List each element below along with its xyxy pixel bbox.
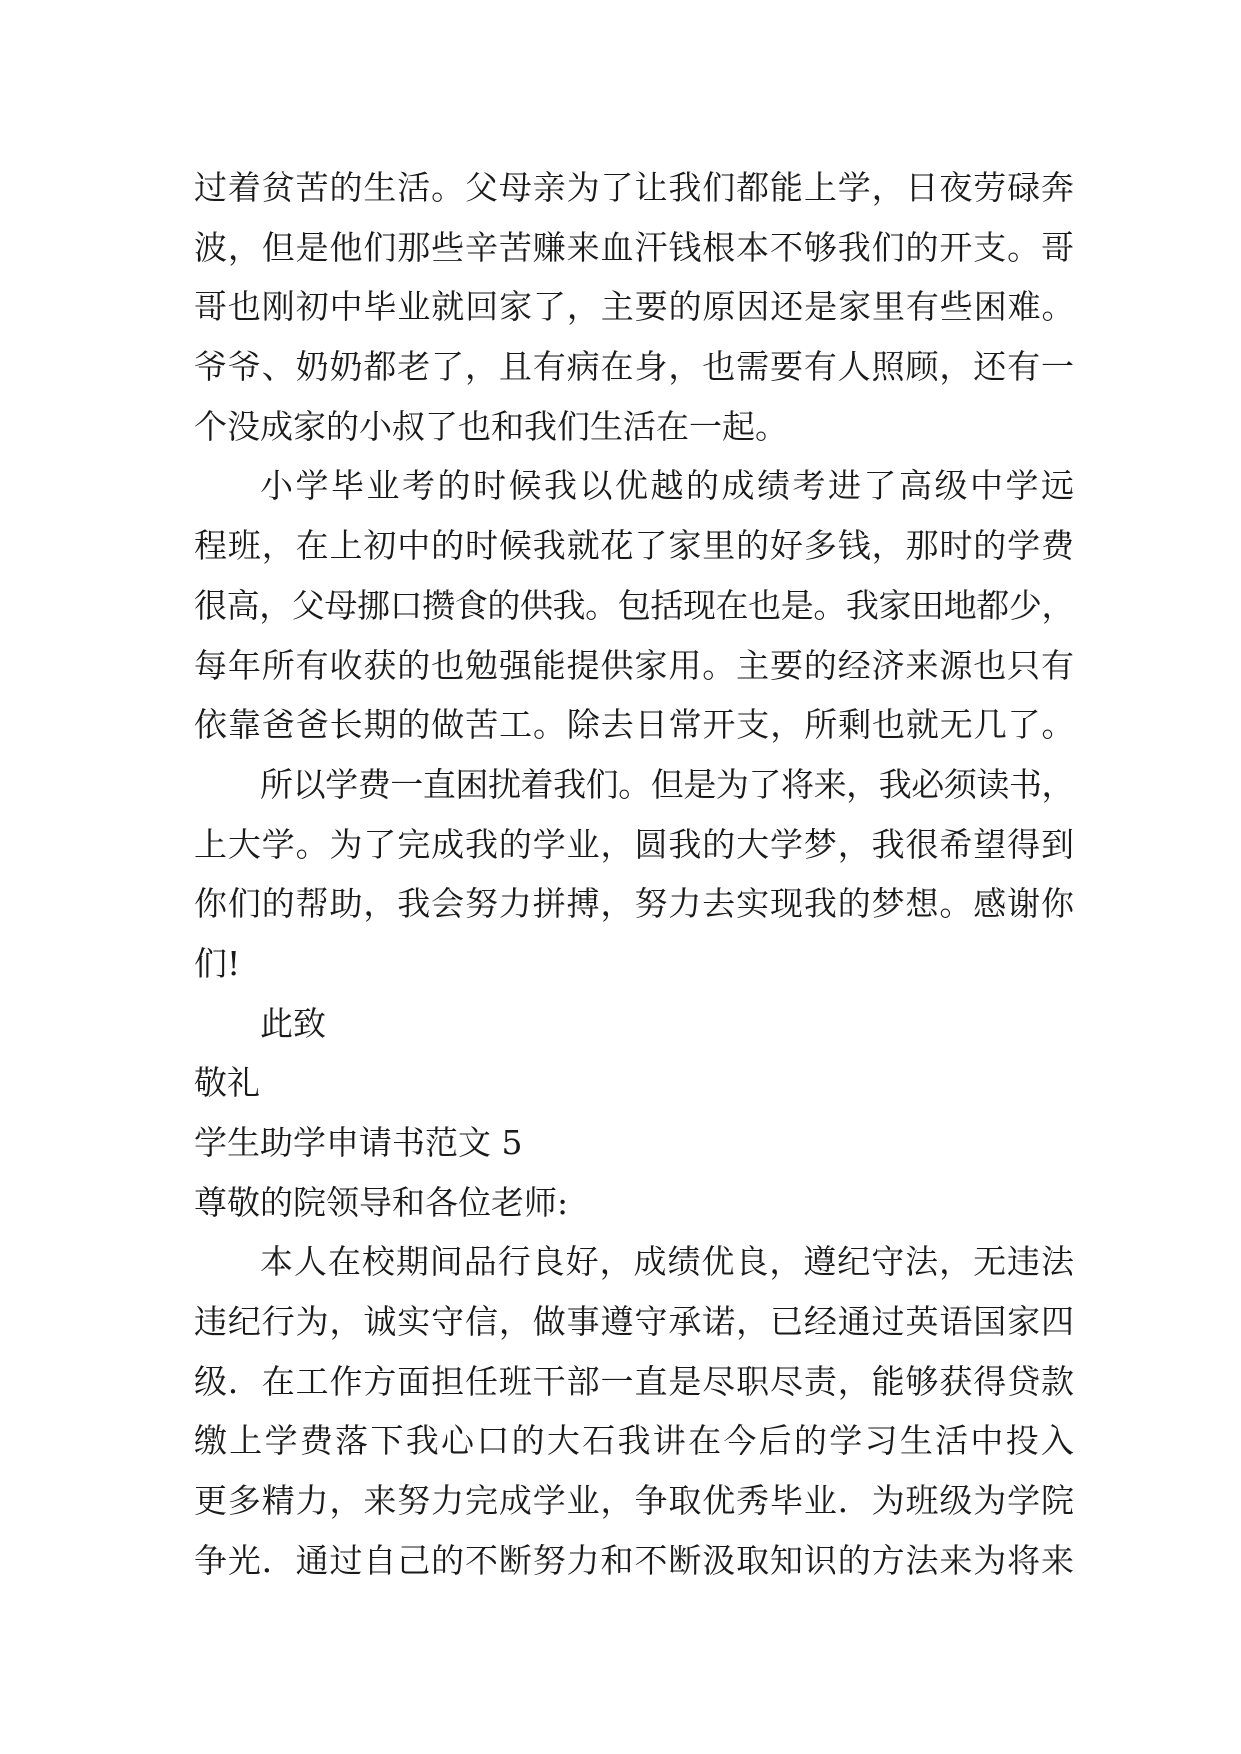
document-body (194, 158, 1074, 1591)
salutation-line: 敬礼 (194, 1063, 260, 1103)
text-line: 违纪行为，诚实守信，做事遵守承诺，已经通过英语国家四 (194, 1302, 1074, 1342)
text-line: 所以学费一直困扰着我们。但是为了将来，我必须读书， (260, 764, 1074, 804)
text-line: 波，但是他们那些辛苦赚来血汗钱根本不够我们的开支。哥 (194, 227, 1074, 267)
closing-line: 此致 (260, 1003, 326, 1043)
section-heading: 学生助学申请书范文 5 (194, 1123, 523, 1162)
text-line: 很高，父母挪口攒食的供我。包括现在也是。我家田地都少， (194, 585, 1074, 625)
text-line: 小学毕业考的时候我以优越的成绩考进了高级中学远 (260, 466, 1074, 506)
text-line: 程班，在上初中的时候我就花了家里的好多钱，那时的学费 (194, 526, 1074, 566)
text-line: 爷爷、奶奶都老了，且有病在身，也需要有人照顾，还有一 (194, 347, 1074, 387)
text-line: 本人在校期间品行良好，成绩优良，遵纪守法，无违法 (260, 1242, 1074, 1282)
text-line: 每年所有收获的也勉强能提供家用。主要的经济来源也只有 (194, 645, 1074, 685)
text-line: 们! (194, 943, 241, 983)
greeting-line: 尊敬的院领导和各位老师: (194, 1182, 569, 1222)
text-line: 依靠爸爸长期的做苦工。除去日常开支，所剩也就无几了。 (194, 705, 1074, 745)
text-line: 你们的帮助，我会努力拼搏，努力去实现我的梦想。感谢你 (194, 884, 1074, 924)
text-line: 个没成家的小叔了也和我们生活在一起。 (194, 406, 788, 446)
text-line: 哥也刚初中毕业就回家了，主要的原因还是家里有些困难。 (194, 287, 1074, 327)
text-line: 争光．通过自己的不断努力和不断汲取知识的方法来为将来 (194, 1540, 1074, 1580)
text-line: 上大学。为了完成我的学业，圆我的大学梦，我很希望得到 (194, 824, 1074, 864)
text-line: 级．在工作方面担任班干部一直是尽职尽责，能够获得贷款 (194, 1361, 1074, 1401)
text-line: 过着贫苦的生活。父母亲为了让我们都能上学，日夜劳碌奔 (194, 168, 1074, 207)
text-line: 更多精力，来努力完成学业，争取优秀毕业．为班级为学院 (194, 1481, 1074, 1521)
text-line: 缴上学费落下我心口的大石我讲在今后的学习生活中投入 (194, 1421, 1074, 1461)
